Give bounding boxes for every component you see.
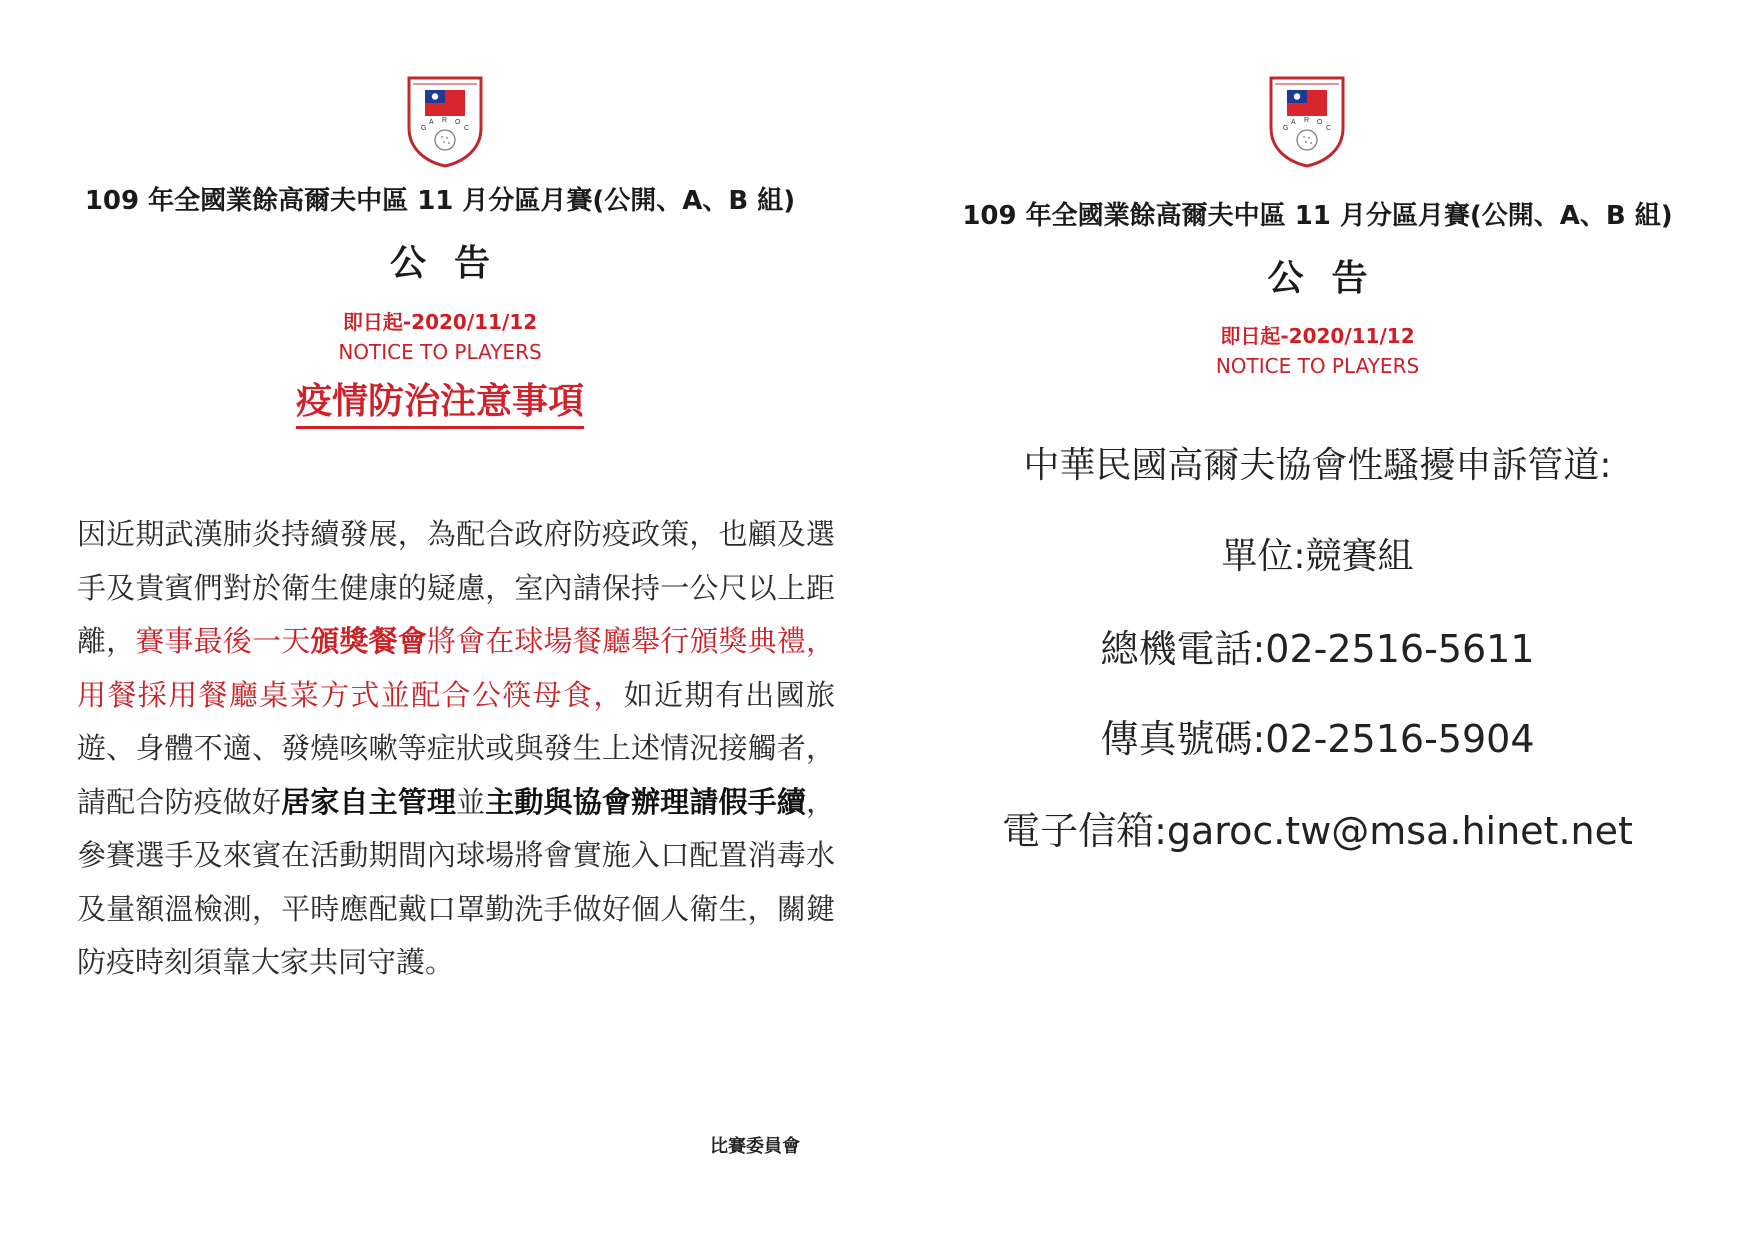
svg-text:O: O [1317, 119, 1323, 126]
svg-text:A: A [429, 119, 434, 126]
svg-text:C: C [464, 125, 470, 132]
complaint-channel-title: 中華民國高爾夫協會性騷擾申訴管道: [1023, 445, 1612, 486]
svg-text:C: C [1326, 125, 1332, 132]
body-segment-highlight: 賽事最後一天 [135, 624, 311, 658]
event-title: 109 年全國業餘高爾夫中區 11 月分區月賽(公開、A、B 組) [84, 186, 796, 216]
effective-date: 即日起-2020/11/12 [1220, 324, 1415, 348]
right-page [880, 0, 1755, 1241]
contact-fax: 傳真號碼:02-2516-5904 [1100, 717, 1535, 761]
svg-text:A: A [1291, 119, 1296, 126]
svg-text:R: R [1304, 117, 1310, 124]
contact-phone: 總機電話:02-2516-5611 [1100, 627, 1535, 671]
announcement-heading: 公告 [1267, 258, 1396, 299]
event-title: 109 年全國業餘高爾夫中區 11 月分區月賽(公開、A、B 組) [962, 201, 1673, 231]
body-segment: 因近期武漢肺炎持續發展，為配合政府防疫政策，也顧及選手及貴賓們對於衛生健康的疑慮，室內請保持一公尺以上距離， [77, 517, 835, 658]
notice-to-players: NOTICE TO PLAYERS [1215, 354, 1420, 378]
garoc-emblem-logo [1267, 72, 1347, 168]
announcement-heading: 公告 [389, 243, 518, 284]
svg-text:G: G [1283, 125, 1289, 132]
notice-to-players: NOTICE TO PLAYERS [338, 340, 542, 364]
garoc-emblem-logo [405, 72, 485, 168]
body-segment-highlight-bold: 頒獎餐會 [310, 624, 427, 658]
topic-title: 疫情防治注意事項 [296, 380, 584, 429]
effective-date: 即日起-2020/11/12 [342, 310, 538, 334]
signature: 比賽委員會 [710, 1136, 800, 1157]
body-segment: ，參賽選手及來賓在活動期間內球場將會實施入口配置消毒水及量額溫檢測，平時應配戴口罩勤洗手做好個人衛生，關鍵防疫時刻須靠大家共同守護。 [77, 784, 835, 979]
notice-body [77, 508, 835, 990]
svg-text:R: R [442, 117, 448, 124]
body-segment: 如近期有出國旅遊、身體不適、發燒咳嗽等症狀或與發生上述情況接觸者，請配合防疫做好 [77, 677, 835, 819]
contact-unit: 單位:競賽組 [1221, 536, 1414, 577]
body-segment-bold: 主動與協會辦理請假手續 [485, 784, 806, 819]
body-segment-bold: 居家自主管理 [281, 784, 457, 819]
body-segment: 並 [456, 784, 486, 819]
contact-email: 電子信箱:garoc.tw@msa.hinet.net [1002, 809, 1633, 853]
topic-title-wrapper [0, 380, 880, 429]
body-segment-highlight: 將會在球場餐廳舉行頒獎典禮，用餐採用餐廳桌菜方式並配合公筷母食， [77, 624, 835, 712]
svg-text:O: O [455, 119, 461, 126]
svg-text:G: G [421, 125, 427, 132]
